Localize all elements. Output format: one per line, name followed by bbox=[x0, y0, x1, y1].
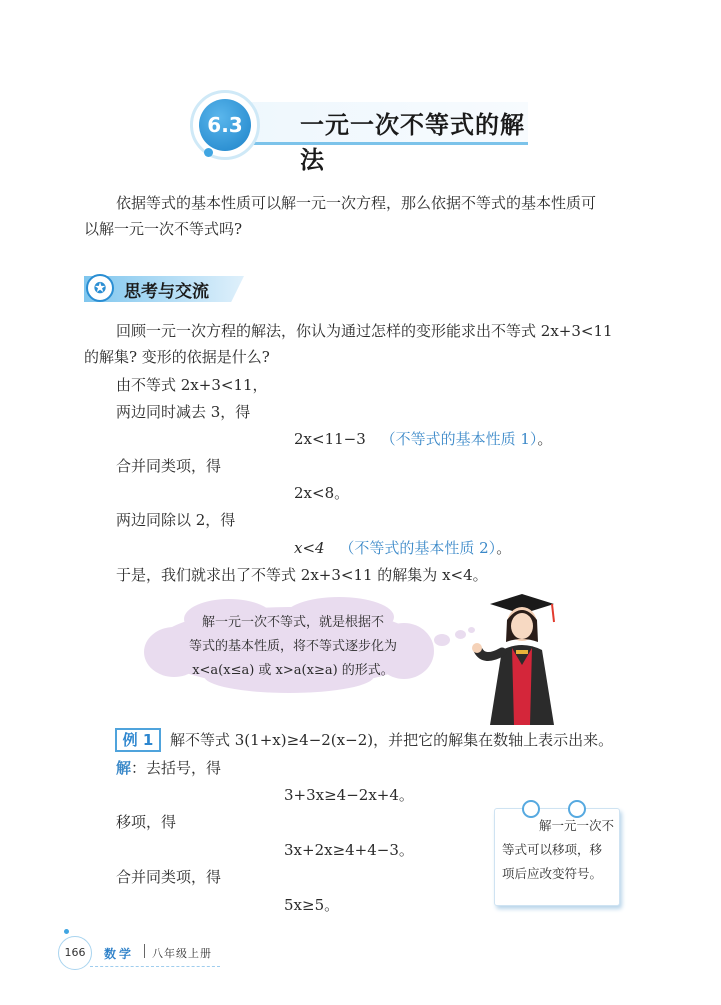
cloud-line-1: 解一元一次不等式，就是根据不 bbox=[201, 615, 384, 630]
solution-label: 解 bbox=[116, 759, 132, 777]
cloud-line-3: x<a(x≤a) 或 x>a(x≥a) 的形式。 bbox=[192, 663, 394, 678]
example-problem: 解不等式 3(1+x)≥4−2(x−2)，并把它的解集在数轴上表示出来。 bbox=[170, 731, 614, 749]
footer-divider bbox=[90, 966, 220, 968]
equation-3-property-note: （不等式的基本性质 2） bbox=[339, 539, 497, 557]
equation-3-expr: x<4 bbox=[294, 539, 325, 557]
question-line-2: 的解集? 变形的依据是什么? bbox=[84, 348, 270, 366]
section-number-badge bbox=[190, 90, 260, 160]
intro-line-1: 依据等式的基本性质可以解一元一次方程，那么依据不等式的基本性质可 bbox=[116, 194, 597, 212]
section-number: 6.3 bbox=[207, 113, 243, 137]
step-4: 两边同除以 2，得 bbox=[116, 511, 236, 529]
tip-text bbox=[502, 814, 614, 886]
solution-step-2: 移项，得 bbox=[116, 813, 177, 831]
think-discuss-label: 思考与交流 bbox=[124, 282, 209, 302]
page-number: 166 bbox=[58, 936, 92, 970]
equation-1-property-note: （不等式的基本性质 1） bbox=[380, 430, 538, 448]
footer-subject: 数学 bbox=[104, 947, 135, 961]
think-discuss-banner bbox=[84, 274, 254, 306]
equation-2: 2x<8。 bbox=[294, 484, 350, 502]
example-label: 例 1 bbox=[115, 728, 161, 752]
decorative-dot bbox=[204, 148, 213, 157]
tip-line-3: 项后应改变符号。 bbox=[502, 866, 603, 881]
step-1: 由不等式 2x+3<11， bbox=[116, 376, 268, 394]
cloud-line-2: 等式的基本性质，将不等式逐步化为 bbox=[188, 639, 397, 654]
section-title: 一元一次不等式的解法 bbox=[300, 110, 525, 174]
solution-equation-1: 3+3x≥4−2x+4。 bbox=[284, 786, 414, 804]
footer-dot bbox=[64, 929, 69, 934]
footer-separator bbox=[144, 944, 145, 958]
solution-step-3: 合并同类项，得 bbox=[116, 868, 222, 886]
equation-3-end: 。 bbox=[496, 539, 512, 557]
question-line-1: 回顾一元一次方程的解法，你认为通过怎样的变形能求出不等式 2x+3<11 bbox=[116, 322, 613, 340]
thought-cloud bbox=[144, 599, 434, 691]
lightbulb-icon: ✪ bbox=[86, 274, 114, 302]
tip-line-1: 解一元一次不 bbox=[538, 818, 614, 833]
solution-equation-3: 5x≥5。 bbox=[284, 896, 340, 914]
teacher-illustration bbox=[472, 590, 572, 725]
footer-book-title: 八年级上册 bbox=[152, 947, 212, 960]
tip-note-card bbox=[494, 800, 622, 904]
equation-1 bbox=[294, 428, 552, 450]
step-2: 两边同时减去 3，得 bbox=[116, 403, 251, 421]
equation-3 bbox=[294, 537, 511, 559]
step-3: 合并同类项，得 bbox=[116, 457, 222, 475]
solution-step-1: ：去括号，得 bbox=[131, 759, 222, 777]
equation-1-end: 。 bbox=[537, 430, 553, 448]
cloud-text bbox=[168, 611, 418, 683]
solution-line-1 bbox=[116, 757, 221, 779]
equation-1-expr: 2x<11−3 bbox=[294, 430, 366, 448]
solution-equation-2: 3x+2x≥4+4−3。 bbox=[284, 841, 414, 859]
intro-line-2: 以解一元一次不等式吗? bbox=[84, 220, 243, 238]
thought-bubble-1 bbox=[434, 634, 450, 646]
section-header bbox=[190, 90, 530, 174]
conclusion: 于是，我们就求出了不等式 2x+3<11 的解集为 x<4。 bbox=[116, 566, 488, 584]
thought-bubble-2 bbox=[455, 630, 466, 639]
tip-line-2: 等式可以移项，移 bbox=[502, 842, 603, 857]
